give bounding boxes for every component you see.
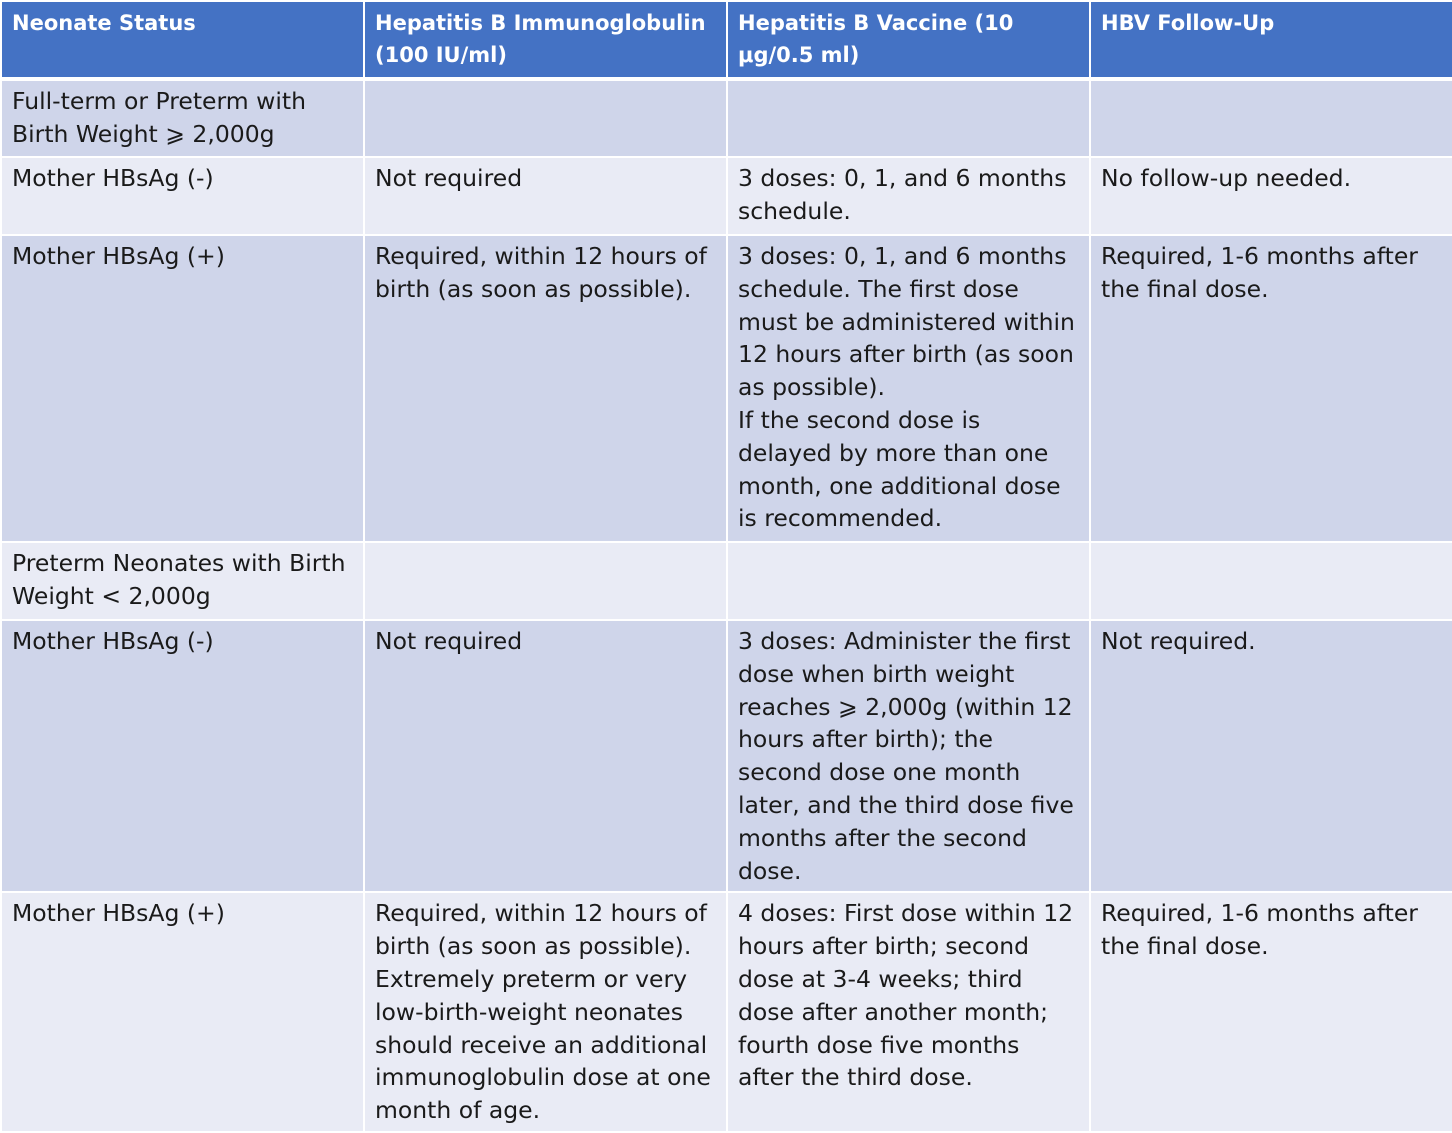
cell-vaccine <box>727 542 1090 620</box>
vaccine-text: 3 doses: Administer the first dose when birth weight reaches ⩾ 2,000g (within 12 hours after birth); the second dose one month later, and the third dose five months after the second dose. <box>738 627 1074 885</box>
header-vaccine: Hepatitis B Vaccine (10 μg/0.5 ml) <box>727 1 1090 79</box>
cell-follow-up <box>1090 542 1452 620</box>
header-row <box>1 1 1452 79</box>
table-row <box>1 157 1452 235</box>
table-row <box>1 542 1452 620</box>
cell-vaccine <box>727 157 1090 235</box>
table-row <box>1 620 1452 892</box>
cell-immunoglobulin: Required, within 12 hours of birth (as soon as possible). <box>364 235 727 542</box>
cell-immunoglobulin <box>364 542 727 620</box>
cell-neonate-status: Mother HBsAg (-) <box>1 157 364 235</box>
header-neonate-status: Neonate Status <box>1 1 364 79</box>
cell-follow-up: Required, 1-6 months after the final dose. <box>1090 892 1452 1132</box>
vaccine-text: 4 doses: First dose within 12 hours after birth; second dose at 3-4 weeks; third dose after another month; fourth dose five months after the third dose. <box>738 899 1074 1092</box>
cell-neonate-status: Mother HBsAg (+) <box>1 892 364 1132</box>
cell-immunoglobulin: Not required <box>364 157 727 235</box>
cell-neonate-status: Preterm Neonates with Birth Weight < 2,000g <box>1 542 364 620</box>
cell-vaccine <box>727 79 1090 157</box>
table-row <box>1 79 1452 157</box>
vaccine-text: 3 doses: 0, 1, and 6 months schedule. The first dose must be administered within 12 hours after birth (as soon as possible). <box>738 242 1075 402</box>
cell-vaccine <box>727 235 1090 542</box>
cell-neonate-status: Mother HBsAg (-) <box>1 620 364 892</box>
cell-follow-up: Not required. <box>1090 620 1452 892</box>
cell-neonate-status: Full-term or Preterm with Birth Weight ⩾ 2,000g <box>1 79 364 157</box>
header-immunoglobulin: Hepatitis B Immunoglobulin (100 IU/ml) <box>364 1 727 79</box>
cell-follow-up <box>1090 79 1452 157</box>
cell-follow-up: No follow-up needed. <box>1090 157 1452 235</box>
cell-vaccine <box>727 892 1090 1132</box>
table-row <box>1 892 1452 1132</box>
cell-vaccine <box>727 620 1090 892</box>
cell-immunoglobulin: Not required <box>364 620 727 892</box>
table-row <box>1 235 1452 542</box>
header-hbv-follow-up: HBV Follow-Up <box>1090 1 1452 79</box>
cell-immunoglobulin: Required, within 12 hours of birth (as soon as possible). Extremely preterm or very low-birth-weight neonates should receive an additional immunoglobulin dose at one month of age. <box>364 892 727 1132</box>
vaccine-text: If the second dose is delayed by more than one month, one additional dose is recommended. <box>738 405 1061 533</box>
cell-follow-up: Required, 1-6 months after the final dose. <box>1090 235 1452 542</box>
cell-immunoglobulin <box>364 79 727 157</box>
vaccine-text: 3 doses: 0, 1, and 6 months schedule. <box>738 164 1067 225</box>
cell-neonate-status: Mother HBsAg (+) <box>1 235 364 542</box>
